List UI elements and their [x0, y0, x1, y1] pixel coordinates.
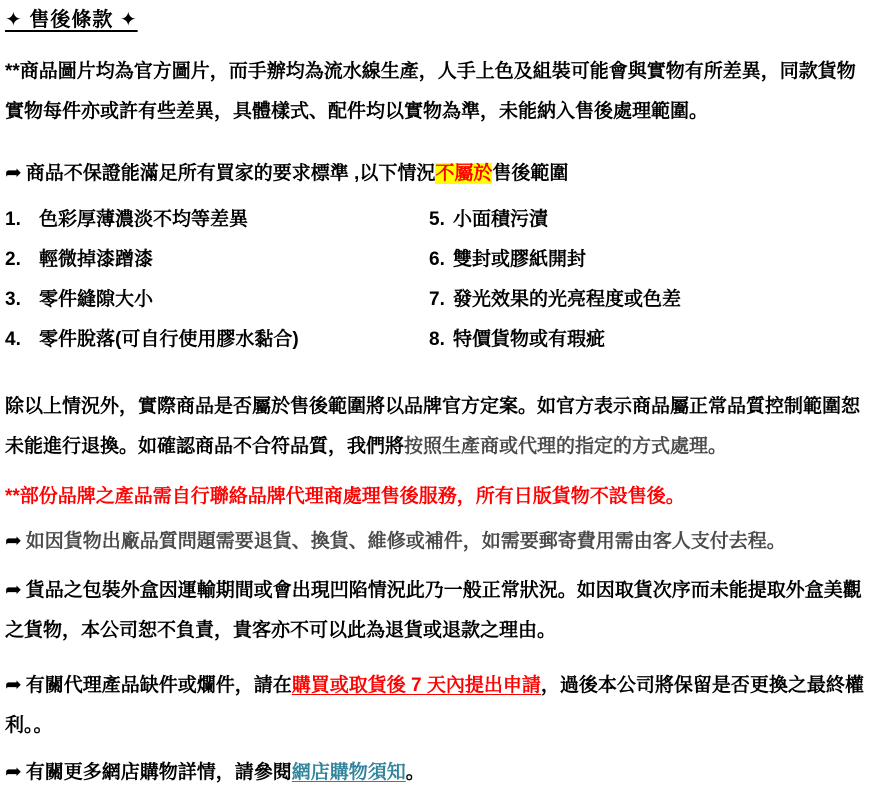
- list-item-text: 小面積污漬: [453, 209, 549, 230]
- packaging-paragraph: [5, 570, 868, 651]
- list-item: [5, 249, 429, 271]
- list-item: [429, 289, 868, 311]
- exclusions-column-left: [5, 209, 429, 351]
- shipping-paragraph: [5, 529, 868, 554]
- more-info-text-before: 有關更多網店購物詳情，請參閱: [25, 762, 292, 783]
- scope-header: [5, 160, 868, 187]
- policy-paragraph: [5, 387, 868, 467]
- store-guide-link[interactable]: 網店購物須知: [291, 762, 406, 783]
- brand-notice-paragraph: **部份品牌之產品需自行聯絡品牌代理商處理售後服務，所有日版貨物不設售後。: [5, 486, 685, 507]
- arrow-icon: ➦: [5, 579, 22, 601]
- intro-paragraph: **商品圖片均為官方圖片，而手辦均為流水線生產，人手上色及組裝可能會與實物有所差異，同款貨物實物每件亦或許有些差異，具體樣式、配件均以實物為準，未能納入售後處理範圍。: [5, 61, 856, 122]
- policy-text-black: 除以上情況外，實際商品是否屬於售後範圍將以品牌官方定案。如官方表示商品屬正常品質控制範圍恕未能進行退換。如確認商品不合符品質，我們將: [5, 396, 861, 457]
- more-info-text-after: 。: [405, 762, 425, 783]
- list-item-text: 輕微掉漆蹭漆: [39, 249, 154, 270]
- list-item-text: 零件縫隙大小: [39, 289, 154, 310]
- exclusions-list: [5, 209, 868, 351]
- list-item-number: 3.: [5, 289, 21, 310]
- list-item-number: 4.: [5, 329, 21, 350]
- arrow-icon: ➦: [5, 530, 22, 552]
- policy-text-gray: 按照生產商或代理的指定的方式處理。: [404, 436, 728, 457]
- list-item: [5, 329, 429, 351]
- arrow-icon: ➦: [5, 162, 22, 184]
- list-item-text: 發光效果的光亮程度或色差: [453, 289, 682, 310]
- list-item-number: 1.: [5, 209, 21, 230]
- list-item: [429, 209, 868, 231]
- list-item-number: 7.: [429, 289, 445, 310]
- shipping-text: 如因貨物出廠品質問題需要退貨、換貨、維修或補件，如需要郵寄費用需由客人支付去程。: [25, 531, 786, 552]
- defects-text-before: 有關代理產品缺件或爛件，請在: [25, 675, 292, 696]
- list-item: [5, 289, 429, 311]
- list-item-text: 零件脫落(可自行使用膠水黏合): [39, 329, 299, 350]
- arrow-icon: ➦: [5, 761, 22, 783]
- defects-paragraph: [5, 665, 868, 746]
- scope-header-suffix: 售後範圍: [492, 163, 569, 184]
- page-title: ✦ 售後條款 ✦: [5, 9, 138, 31]
- list-item-number: 6.: [429, 249, 445, 270]
- defects-deadline-emphasis: 購買或取貨後 7 天內提出申請: [291, 675, 541, 696]
- list-item: [429, 249, 868, 271]
- highlighted-text: 不屬於: [435, 163, 493, 184]
- list-item-text: 雙封或膠紙開封: [453, 249, 587, 270]
- more-info-paragraph: [5, 760, 868, 785]
- list-item-text: 特價貨物或有瑕疵: [453, 329, 606, 350]
- list-item-number: 8.: [429, 329, 445, 350]
- list-item-number: 5.: [429, 209, 445, 230]
- defects-text-after: ，過後本公司將保留是否更換之最終權利。。: [5, 675, 864, 736]
- list-item-number: 2.: [5, 249, 21, 270]
- list-item: [429, 329, 868, 351]
- packaging-text: 貨品之包裝外盒因運輸期間或會出現凹陷情況此乃一般正常狀況。如因取貨次序而未能提取外盒美觀之貨物，本公司恕不負責，貴客亦不可以此為退貨或退款之理由。: [5, 580, 862, 641]
- exclusions-column-right: [429, 209, 868, 351]
- scope-header-text: 商品不保證能滿足所有買家的要求標準 ,以下情況: [25, 163, 436, 184]
- list-item: [5, 209, 429, 231]
- list-item-text: 色彩厚薄濃淡不均等差異: [39, 209, 249, 230]
- arrow-icon: ➦: [5, 674, 22, 696]
